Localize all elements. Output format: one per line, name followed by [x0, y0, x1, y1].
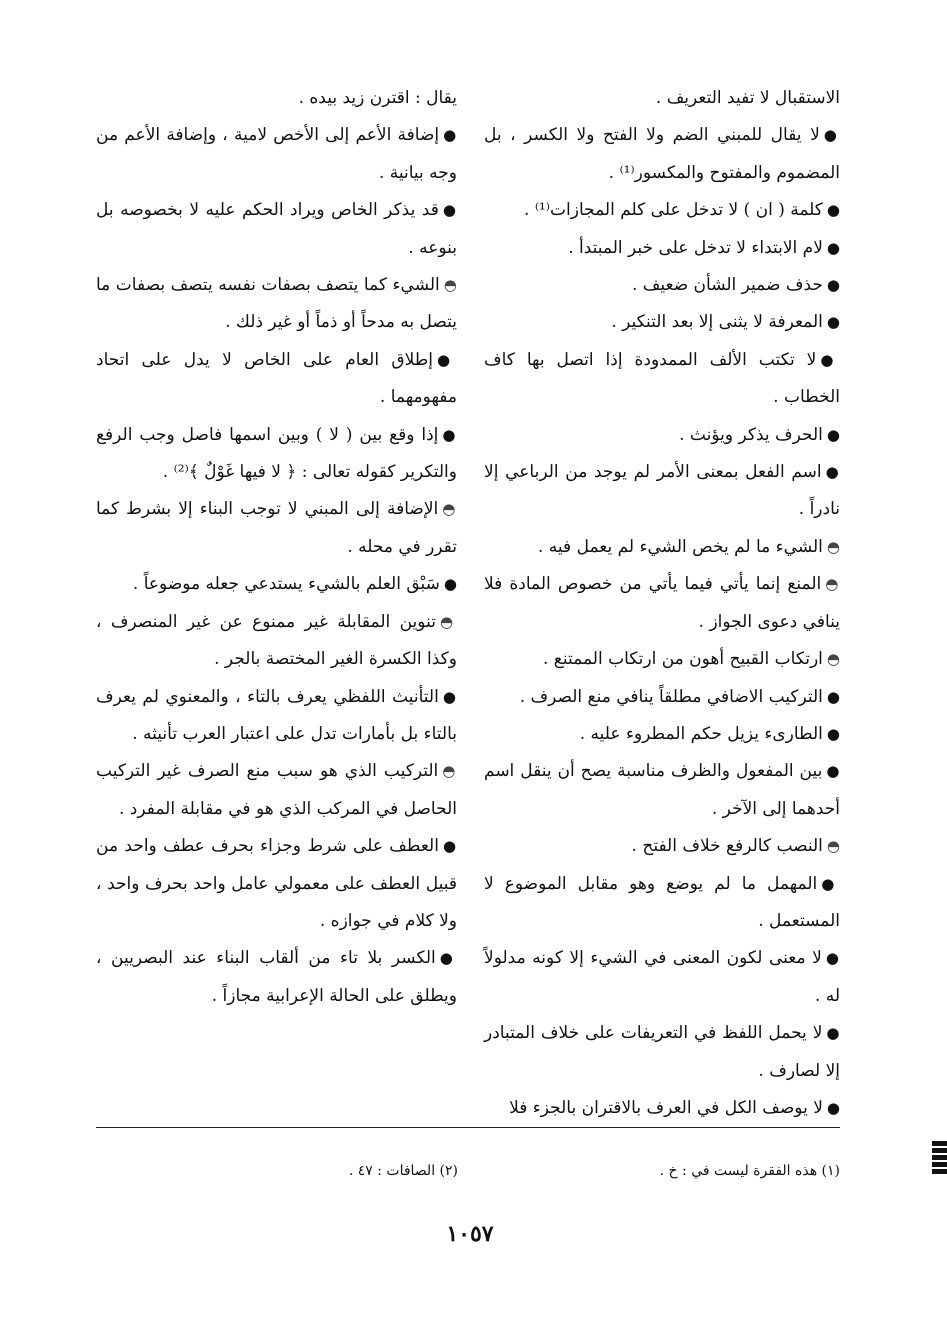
bullet-icon: ●	[825, 463, 840, 482]
entry-text: بين المفعول والظرف مناسبة يصح أن ينقل اسم أحدهما إلى الآخر .	[484, 761, 840, 819]
rule-entry	[484, 230, 840, 267]
bullet-icon: ◓	[826, 537, 840, 556]
bullet-icon: ●	[826, 201, 840, 220]
entry-text: كلمة ( ان ) لا تدخل على كلم المجازات⁽¹⁾ .	[524, 200, 823, 221]
bullet-icon: ●	[826, 238, 840, 257]
rule-entry	[96, 267, 457, 342]
footnote-1: (١) هذه الفقرة ليست في : خ .	[659, 1163, 840, 1179]
rule-entry	[96, 342, 457, 417]
rule-entry	[484, 866, 840, 941]
entry-text: قد يذكر الخاص ويراد الحكم عليه لا بخصوصه بل بنوعه .	[96, 200, 457, 258]
bullet-icon: ●	[443, 126, 457, 145]
rule-entry	[484, 192, 840, 229]
entry-text: النصب كالرفع خلاف الفتح .	[631, 836, 823, 857]
bullet-icon: ◓	[439, 612, 458, 631]
rule-entry	[484, 304, 840, 341]
page-edge-thumb-mark	[932, 1140, 947, 1174]
bullet-icon: ◓	[826, 837, 840, 856]
entry-text: لا يوصف الكل في العرف بالاقتران بالجزء فلا	[509, 1097, 823, 1118]
rule-entry	[96, 679, 457, 754]
bullet-icon: ◓	[442, 500, 457, 519]
rule-entry	[484, 566, 840, 641]
bullet-icon: ●	[826, 276, 840, 295]
entry-text: الكسر بلا تاء من ألقاب البناء عند البصريين ، ويطلق على الحالة الإعرابية مجازاً .	[96, 948, 457, 1006]
rule-entry	[484, 828, 840, 865]
bullet-icon: ●	[821, 874, 840, 893]
entry-text: لا معنى لكون المعنى في الشيء إلا كونه مدلولاً له .	[484, 948, 840, 1006]
bullet-icon: ●	[826, 1098, 840, 1117]
bullet-icon: ●	[820, 350, 841, 369]
bullet-icon: ●	[825, 949, 841, 968]
rule-entry	[484, 417, 840, 454]
bullet-icon: ●	[826, 724, 840, 743]
entry-text: إضافة الأعم إلى الأخص لامية ، وإضافة الأعم من وجه بيانية .	[96, 125, 457, 183]
bullet-icon: ●	[823, 126, 841, 145]
rule-entry	[484, 342, 840, 417]
rule-entry	[96, 417, 457, 492]
bullet-icon: ◓	[826, 650, 840, 669]
rule-entry	[484, 940, 840, 1015]
bullet-icon: ◓	[443, 276, 457, 295]
footnote-2: (٢) الصافات : ٤٧ .	[348, 1163, 458, 1179]
bullet-icon: ●	[826, 762, 840, 781]
footnote-separator	[96, 1127, 840, 1128]
rule-entry	[96, 491, 457, 566]
entry-text: العطف على شرط وجزاء بحرف عطف واحد من قبيل العطف على معمولي عامل واحد بحرف واحد ، ولا كلام في جوازه .	[96, 836, 457, 931]
rule-entry	[484, 1015, 840, 1090]
bullet-icon: ●	[442, 201, 457, 220]
entry-text: إذا وقع بين ( لا ) وبين اسمها فاصل وجب الرفع والتكرير كقوله تعالى : ﴿ لا فيها غَوْلٌ ﴾⁽²⁾ .	[96, 424, 457, 483]
rule-entry	[96, 753, 457, 828]
entry-text: يقال : اقترن زيد بيده .	[298, 88, 457, 108]
rule-entry	[96, 117, 457, 192]
rule-entry	[484, 267, 840, 304]
entry-text: إطلاق العام على الخاص لا يدل على اتحاد مفهومهما .	[96, 349, 457, 408]
entry-text: الإضافة إلى المبني لا توجب البناء إلا بشرط كما تقرر في محله .	[96, 499, 457, 557]
bullet-icon: ●	[826, 313, 840, 332]
rule-entry	[96, 80, 457, 117]
entry-text: الشيء ما لم يخص الشيء لم يعمل فيه .	[537, 536, 823, 557]
entry-text: اسم الفعل بمعنى الأمر لم يوجد من الرباعي إلا نادراً .	[484, 462, 840, 520]
bullet-icon: ●	[826, 687, 840, 706]
right-text-column	[484, 80, 840, 1127]
entry-text: المعرفة لا يثنى إلا بعد التنكير .	[611, 312, 823, 333]
entry-text: الطارىء يزيل حكم المطروء عليه .	[579, 723, 823, 744]
rule-entry	[96, 566, 457, 603]
entry-text: المهمل ما لم يوضع وهو مقابل الموضوع لا المستعمل .	[484, 873, 840, 931]
rule-entry	[484, 1090, 840, 1127]
entry-text: لا تكتب الألف الممدودة إذا اتصل بها كاف الخطاب .	[484, 349, 840, 408]
entry-text: الاستقبال لا تفيد التعريف .	[655, 88, 840, 108]
entry-text: التركيب الاضافي مطلقاً ينافي منع الصرف .	[519, 686, 823, 707]
rule-entry	[484, 753, 840, 828]
rule-entry	[96, 604, 457, 679]
entry-text: ارتكاب القبيح أهون من ارتكاب الممتنع .	[543, 649, 823, 670]
bullet-icon: ●	[437, 350, 458, 369]
rule-entry	[96, 192, 457, 267]
entry-text: تنوين المقابلة غير ممنوع عن غير المنصرف ، وكذا الكسرة الغير المختصة بالجر .	[96, 611, 457, 670]
left-text-column	[96, 80, 457, 1015]
entry-text: لا يحمل اللفظ في التعريفات على خلاف المتبادر إلا لصارف .	[484, 1023, 840, 1081]
bullet-icon: ●	[442, 837, 457, 856]
page-number: ١٠٥٧	[446, 1221, 494, 1247]
entry-text: المنع إنما يأتي فيما يأتي من خصوص المادة فلا ينافي دعوى الجواز .	[484, 574, 840, 632]
entry-text: حذف ضمير الشأن ضعيف .	[631, 275, 823, 296]
bullet-icon: ●	[826, 1024, 840, 1043]
bullet-icon: ●	[442, 425, 458, 444]
entry-text: التأنيث اللفظي يعرف بالتاء ، والمعنوي لم يعرف بالتاء بل بأمارات تدل على اعتبار العرب تأنيثه .	[96, 686, 457, 744]
bullet-icon: ●	[442, 687, 457, 706]
entry-text: الشيء كما يتصف بصفات نفسه يتصف بصفات ما يتصل به مدحاً أو ذماً أو غير ذلك .	[96, 275, 457, 333]
bullet-icon: ●	[443, 575, 457, 594]
entry-text: الحرف يذكر ويؤنث .	[679, 424, 823, 445]
rule-entry	[96, 828, 457, 940]
rule-entry	[484, 641, 840, 678]
bullet-icon: ◓	[825, 575, 841, 594]
entry-text: سَبْق العلم بالشيء يستدعي جعله موضوعاً .	[132, 574, 440, 595]
rule-entry	[484, 529, 840, 566]
entry-text: لا يقال للمبني الضم ولا الفتح ولا الكسر ، بل المضموم والمفتوح والمكسور⁽¹⁾ .	[484, 125, 840, 183]
bullet-icon: ◓	[442, 762, 457, 781]
rule-entry	[484, 117, 840, 192]
rule-entry	[484, 679, 840, 716]
rule-entry	[96, 940, 457, 1015]
rule-entry	[484, 716, 840, 753]
bullet-icon: ●	[439, 949, 458, 968]
rule-entry	[484, 454, 840, 529]
entry-text: لام الابتداء لا تدخل على خبر المبتدأ .	[568, 237, 823, 258]
rule-entry	[484, 80, 840, 117]
bullet-icon: ●	[826, 425, 840, 444]
entry-text: التركيب الذي هو سبب منع الصرف غير التركيب الحاصل في المركب الذي هو في مقابلة المفرد .	[96, 761, 457, 819]
